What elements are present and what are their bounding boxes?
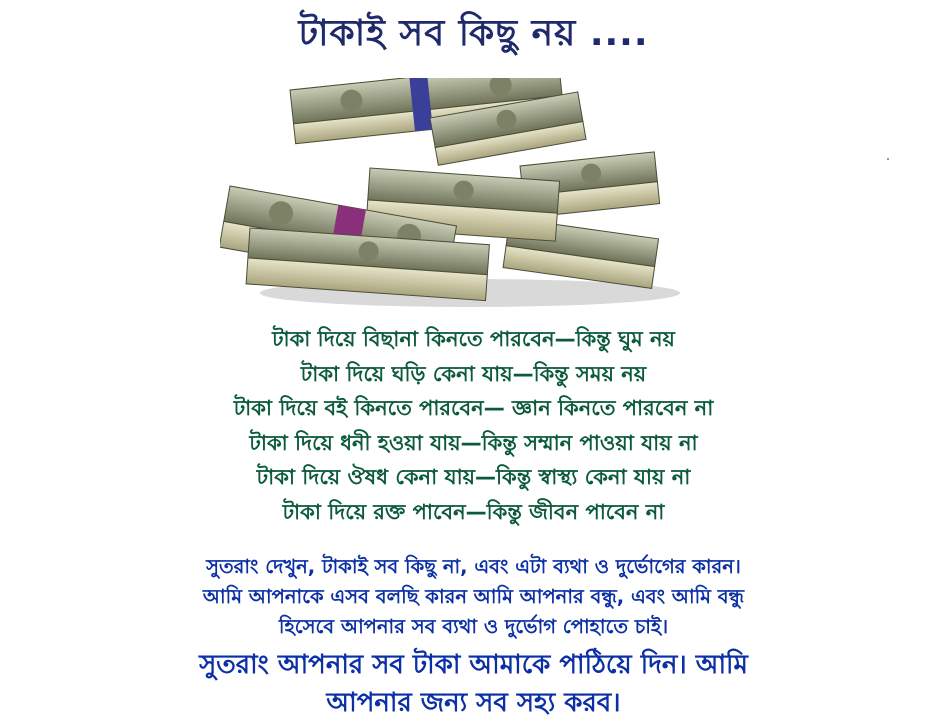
stanza-line: টাকা দিয়ে ধনী হওয়া যায়—কিন্তু সম্মান পাওয়া যায় না — [249, 430, 698, 455]
stanza-line: টাকা দিয়ে ঘড়ি কেনা যায়—কিন্তু সময় নয় — [300, 361, 647, 386]
final-line: আপনার জন্য সব সহ্য করব। — [326, 688, 621, 718]
closing-line: আমি আপনাকে এসব বলছি কারন আমি আপনার বন্ধু, এবং আমি বন্ধু — [202, 585, 745, 608]
stanza-line: টাকা দিয়ে বিছানা কিনতে পারবেন—কিন্তু ঘুম নয় — [272, 327, 675, 351]
stanza-line: টাকা দিয়ে বই কিনতে পারবেন— জ্ঞান কিনতে পারবেন না — [233, 396, 714, 420]
closing-line: হিসেবে আপনার সব ব্যথা ও দুর্ভোগ পোহাতে চাই। — [278, 615, 669, 638]
money-stacks-icon — [220, 78, 700, 308]
closing-paragraph — [0, 552, 947, 642]
page-title: টাকাই সব কিছু নয় .... — [298, 13, 649, 54]
final-paragraph — [0, 646, 947, 722]
speck — [887, 158, 889, 160]
final-line: সুতরাং আপনার সব টাকা আমাকে পাঠিয়ে দিন। আমি — [199, 650, 748, 680]
stanza-line: টাকা দিয়ে ঔষধ কেনা যায়—কিন্তু স্বাস্থ্য কেনা যায় না — [256, 465, 691, 489]
closing-line: সুতরাং দেখুন, টাকাই সব কিছু না, এবং এটা ব্যথা ও দুর্ভোগের কারন। — [206, 555, 741, 578]
stanza-line: টাকা দিয়ে রক্ত পাবেন—কিন্তু জীবন পাবেন না — [282, 499, 665, 524]
stanza — [0, 322, 947, 529]
